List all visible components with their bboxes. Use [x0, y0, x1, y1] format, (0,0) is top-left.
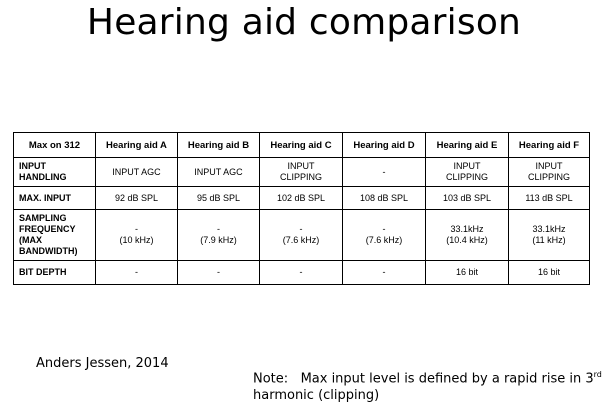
table-cell: - (10 kHz) [95, 210, 177, 261]
footnote [253, 366, 603, 404]
table-cell: INPUT CLIPPING [425, 158, 508, 187]
row-header: MAX. INPUT [14, 187, 96, 210]
table-row [14, 261, 590, 285]
table-cell: INPUT CLIPPING [259, 158, 342, 187]
table-cell: - [259, 261, 342, 285]
table-cell: - [342, 158, 425, 187]
page-title: Hearing aid comparison [86, 2, 522, 43]
header-cell: Hearing aid B [177, 133, 259, 158]
comparison-table [13, 132, 590, 285]
table-cell: - (7.9 kHz) [177, 210, 259, 261]
row-header: INPUT HANDLING [14, 158, 96, 187]
table-cell: 16 bit [425, 261, 508, 285]
header-cell: Hearing aid E [425, 133, 508, 158]
table-cell: 33.1kHz (11 kHz) [509, 210, 590, 261]
table-cell: 33.1kHz (10.4 kHz) [425, 210, 508, 261]
note-superscript: rd [593, 370, 602, 379]
author-credit: Anders Jessen, 2014 [36, 356, 169, 371]
table-row [14, 210, 590, 261]
table-cell: 103 dB SPL [425, 187, 508, 210]
table-cell: 113 dB SPL [509, 187, 590, 210]
note-prefix: Note: [253, 371, 289, 387]
table-header-row [14, 133, 590, 158]
table-cell: INPUT CLIPPING [509, 158, 590, 187]
table-cell: - (7.6 kHz) [259, 210, 342, 261]
header-cell: Hearing aid D [342, 133, 425, 158]
row-header: SAMPLING FREQUENCY (MAX BANDWIDTH) [14, 210, 96, 261]
table-cell: 102 dB SPL [259, 187, 342, 210]
table-cell: - (7.6 kHz) [342, 210, 425, 261]
header-cell: Max on 312 [14, 133, 96, 158]
row-header: BIT DEPTH [14, 261, 96, 285]
table-row [14, 158, 590, 187]
header-cell: Hearing aid C [259, 133, 342, 158]
note-text-continued: harmonic (clipping) [253, 388, 380, 404]
table-cell: - [342, 261, 425, 285]
table-cell: 92 dB SPL [95, 187, 177, 210]
table-cell: - [177, 261, 259, 285]
table-cell: - [95, 261, 177, 285]
table-row [14, 187, 590, 210]
note-text: Max input level is defined by a rapid rise in 3 [300, 371, 594, 387]
table-cell: INPUT AGC [177, 158, 259, 187]
table-cell: 16 bit [509, 261, 590, 285]
table-cell: INPUT AGC [95, 158, 177, 187]
header-cell: Hearing aid A [95, 133, 177, 158]
table-cell: 108 dB SPL [342, 187, 425, 210]
header-cell: Hearing aid F [509, 133, 590, 158]
table-cell: 95 dB SPL [177, 187, 259, 210]
